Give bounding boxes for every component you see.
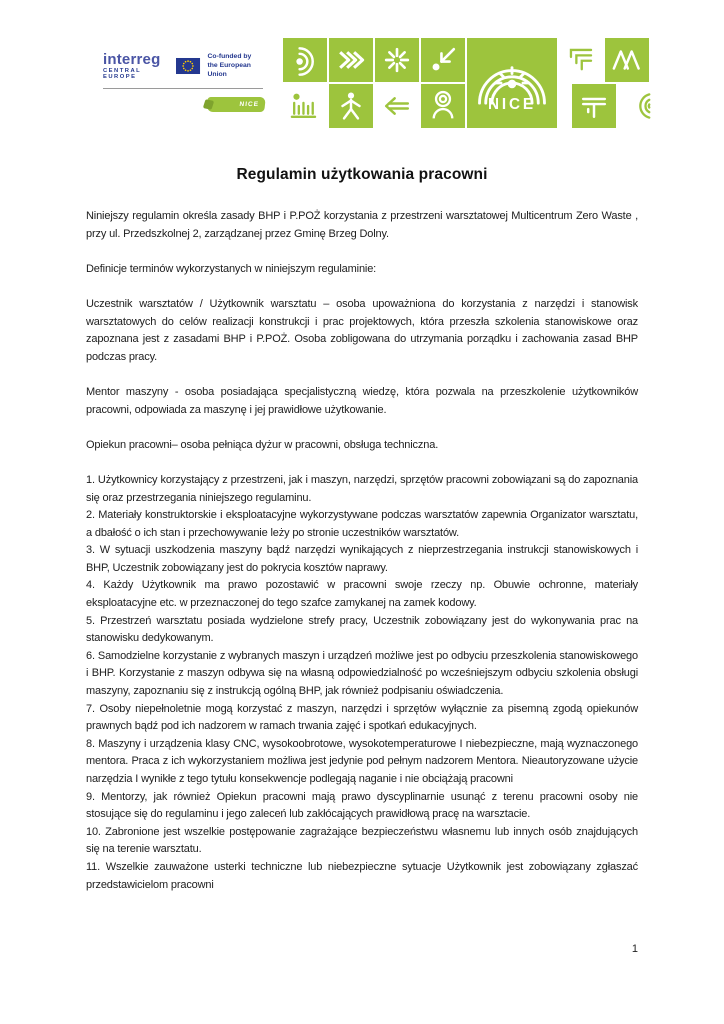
rule-item: 6. Samodzielne korzystanie z wybranych maszyn i urządzeń możliwe jest po odbyciu przeszkolenia stanowiskowego i BHP. Korzystanie z maszyn odbywa się na własną odpowiedzialność po wcześniejszym odbyciu szkolenia obsługi maszyny, zapoznaniu się z instrukcją ogólną BHP, jak również podpisaniu oświadczenia. [86,649,638,698]
rule-item: 1. Użytkownicy korzystający z przestrzeni, jak i maszyn, narzędzi, sprzętów pracowni zobowiązani są do zapoznania się oraz przestrzegania niniejszego regulaminu. [86,473,638,504]
interreg-logo [103,52,169,81]
cofunded-line2: the European Union [207,61,251,78]
rule-item: 9. Mentorzy, jak również Opiekun pracowni mają prawo dyscyplinarnie usunąć z terenu pracowni osoby nie stosujące się do regulaminu i jego zaleceń lub zakłócających prawidłową pracę na warsztacie. [86,790,638,821]
t-glyph-icon [572,84,616,128]
paragraph: Definicje terminów wykorzystanych w niniejszym regulaminie: [86,262,377,275]
page-number: 1 [631,943,638,955]
cofunded-line1: Co-funded by [207,53,252,61]
interreg-subtitle: CENTRAL EUROPE [103,68,142,80]
arrow-left-icon [375,84,419,128]
concentric-c-icon [618,84,662,128]
chevrons-icon [329,38,373,82]
interreg-wordmark: interreg [103,51,161,68]
rules-list [86,472,638,894]
paragraph: Opiekun pracowni– osoba pełniąca dyżur w pracowni, obsługa techniczna. [86,438,439,451]
rule-item: 5. Przestrzeń warsztatu posiada wydzielone strefy pracy, Uczestnik zobowiązany jest do wykonywania prac na stanowisku dedykowanym. [86,614,638,645]
rule-item: 8. Maszyny i urządzenia klasy CNC, wysokoobrotowe, wysokotemperaturowe I niebezpieczne, mają wyznaczonego mentora. Praca z ich wykorzystaniem możliwa jest jedynie pod pełnym nadzorem Mentora. Nieautoryzowane użycie narzędzia I wynikłe z tego tytułu konsekwencje podlegają naganie i nie obciążają pracowni [86,737,638,785]
rule-item: 2. Materiały konstruktorskie i eksploatacyjne wykorzystywane podczas warsztatów zapewnia Organizator warsztatu, a dbałość o ich stan i przechowywanie leży po stronie uczestników warsztatów. [86,509,638,539]
nice-badge-label: NICE [239,100,260,108]
brand-divider [103,88,263,89]
nice-arch-icon [467,38,557,128]
rule-item: 7. Osoby niepełnoletnie mogą korzystać z maszyn, narzędzi i sprzętów wyłącznie za pisemną zgodą opiekunów prawnych bądź pod ich nadzorem w ramach trwania zajęć i spotkań edukacyjnych. [86,702,638,733]
spiral-icon [283,38,327,82]
person-icon [421,84,465,128]
page-title: Regulamin użytkowania pracowni [236,166,488,183]
mountains-icon [605,38,649,82]
interreg-brand-block [103,52,265,112]
starburst-icon [375,38,419,82]
eu-flag-icon [176,57,200,75]
podium-icon [283,84,327,128]
arrow-dot-icon [421,38,465,82]
nice-badge [206,97,266,112]
rule-item: 11. Wszelkie zauważone usterki techniczne lub niebezpieczne sytuacje Użytkownik jest zobowiązany zgłaszać przedstawicielom pracowni [86,860,638,891]
document-content [86,166,638,894]
paragraph: Uczestnik warsztatów / Użytkownik warsztatu – osoba upoważniona do korzystania z narzędzi i stanowisk warsztatowych do celów realizacji konstrukcji i prac projektowych, która przeszła szkolenia stanowiskowe oraz zapoznana jest z zasadami BHP i P.POŻ. Osoba zobligowana do utrzymania porządku i zachowania zasad BHP podczas pracy. [86,297,638,363]
rule-item: 4. Każdy Użytkownik ma prawo pozostawić w pracowni swoje rzeczy np. Obuwie ochronne, materiały eksploatacyjne etc. w przeznaczonej do tego szafce zamykanej na zamek kodowy. [86,579,638,610]
rule-item: 10. Zabronione jest wszelkie postępowanie zagrażające bezpieczeństwu własnemu lub innych osób znajdujących się na terenie warsztatu. [86,825,638,856]
intro-paragraphs [86,208,638,454]
cofunded-text [208,53,265,79]
rule-item: 3. W sytuacji uszkodzenia maszyny bądź narzędzi wynikających z nieprzestrzegania instrukcji stanowiskowych i BHP, Uczestnik zobowiązany jest do pokrycia kosztów naprawy. [86,544,638,574]
svg-text:NICE: NICE [488,95,536,113]
corner-lines-icon [559,38,603,82]
logo-row [103,52,265,81]
paragraph: Mentor maszyny - osoba posiadająca specjalistyczną wiedzę, która pozwala na przeszkolenie użytkowników pracowni, odpowiada za maszynę i jej prawidłowe użytkowanie. [86,385,638,416]
walking-person-icon [329,84,373,128]
paragraph: Niniejszy regulamin określa zasady BHP i P.POŻ korzystania z przestrzeni warsztatowej Multicentrum Zero Waste , przy ul. Przedszkolnej 2, zarządzanej przez Gminę Brzeg Dolny. [86,210,638,240]
nice-mosaic [283,38,649,128]
